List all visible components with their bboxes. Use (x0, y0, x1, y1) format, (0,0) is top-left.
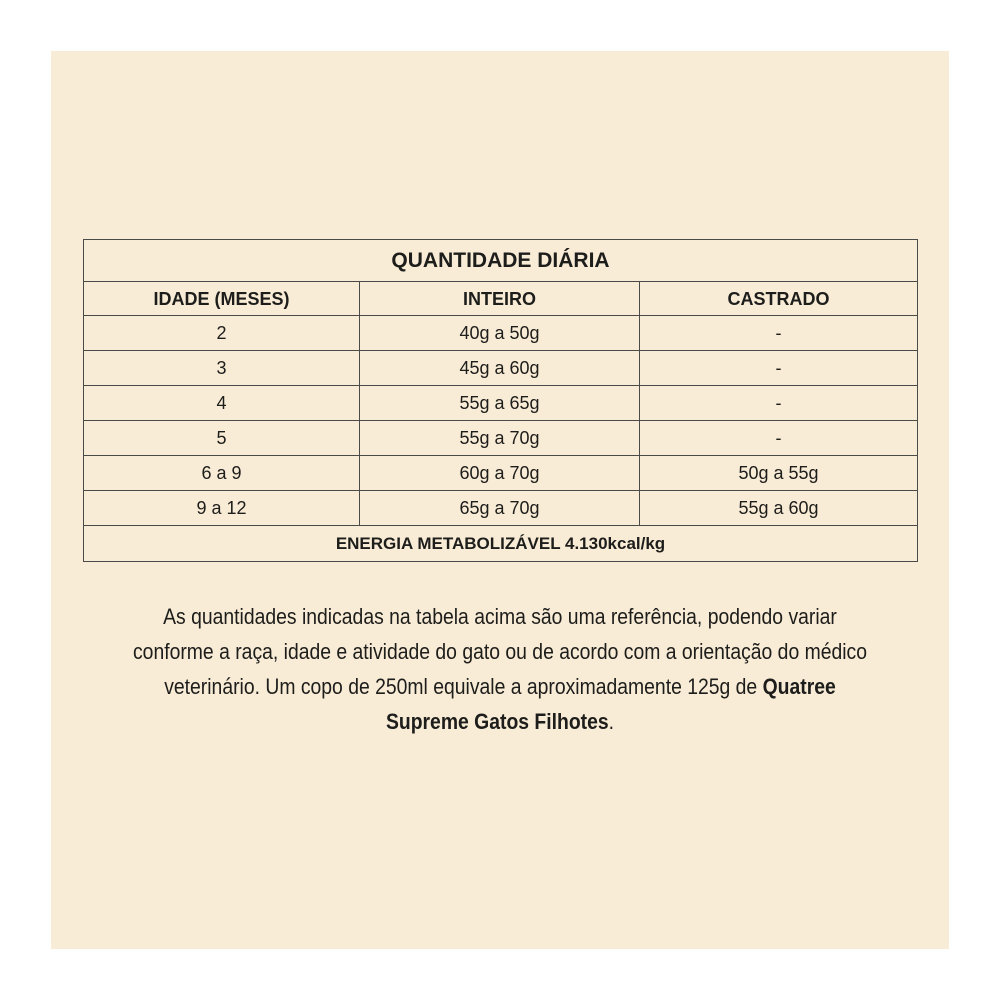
table-row (84, 456, 918, 491)
product-name: Quatree Supreme Gatos Filhotes (385, 674, 836, 734)
feeding-note (122, 599, 877, 739)
column-header-neutered: CASTRADO (640, 282, 918, 316)
age-cell: 5 (84, 421, 360, 456)
energy-row (84, 526, 918, 562)
column-header-intact: INTEIRO (360, 282, 640, 316)
age-cell: 3 (84, 351, 360, 386)
table-row (84, 421, 918, 456)
neutered-cell: - (640, 386, 918, 421)
note-end: . (608, 709, 615, 734)
note-text: As quantidades indicadas na tabela acima são uma referência, podendo variar conforme a raça, idade e atividade do gato ou de acordo com a orientação do médico veterinário. Um copo de 250ml equivale a aproximadamente 125g de (132, 604, 868, 699)
table-row (84, 386, 918, 421)
table-row (84, 316, 918, 351)
neutered-cell: - (640, 421, 918, 456)
neutered-cell: 50g a 55g (640, 456, 918, 491)
age-cell: 4 (84, 386, 360, 421)
feeding-table (83, 239, 918, 562)
intact-cell: 60g a 70g (360, 456, 640, 491)
column-header-age: IDADE (MESES) (84, 282, 360, 316)
table-header-row (84, 282, 918, 316)
energy-footer: ENERGIA METABOLIZÁVEL 4.130kcal/kg (84, 526, 918, 562)
intact-cell: 65g a 70g (360, 491, 640, 526)
table-row (84, 491, 918, 526)
intact-cell: 45g a 60g (360, 351, 640, 386)
neutered-cell: - (640, 316, 918, 351)
table-row (84, 351, 918, 386)
intact-cell: 55g a 70g (360, 421, 640, 456)
neutered-cell: - (640, 351, 918, 386)
background-panel (51, 51, 949, 949)
table-title: QUANTIDADE DIÁRIA (84, 240, 918, 282)
intact-cell: 55g a 65g (360, 386, 640, 421)
age-cell: 2 (84, 316, 360, 351)
neutered-cell: 55g a 60g (640, 491, 918, 526)
age-cell: 9 a 12 (84, 491, 360, 526)
intact-cell: 40g a 50g (360, 316, 640, 351)
table-title-row (84, 240, 918, 282)
age-cell: 6 a 9 (84, 456, 360, 491)
